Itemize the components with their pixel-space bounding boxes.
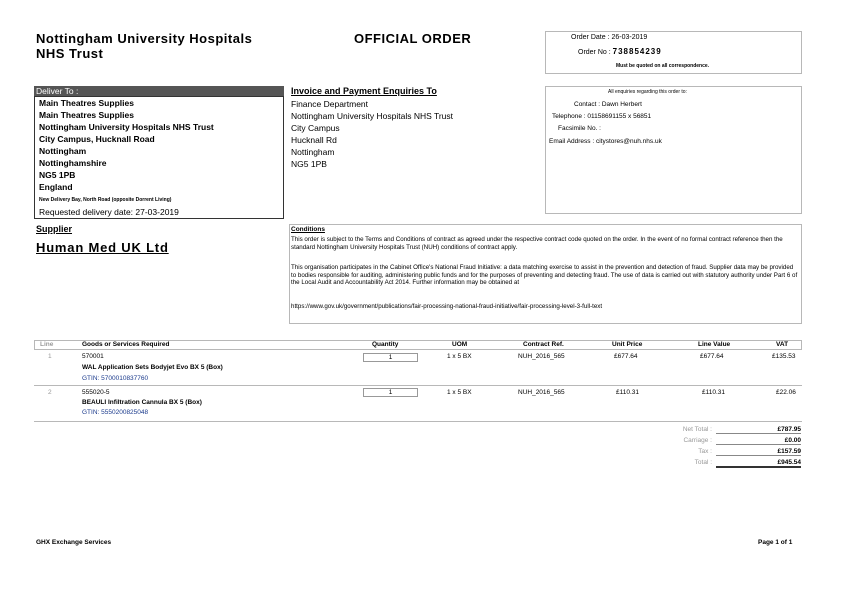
net-total-label: Net Total : [682,426,712,433]
row-vat: £22.06 [776,389,796,396]
invoice-line: Nottingham [291,147,335,157]
grand-total-label: Total : [694,459,712,466]
page-number: Page 1 of 1 [758,539,793,546]
invoice-line: NG5 1PB [291,159,327,169]
deliver-line: NG5 1PB [39,170,76,180]
col-quantity: Quantity [372,341,399,348]
row-uom: 1 x 5 BX [447,353,472,360]
deliver-line: Nottingham University Hospitals NHS Trust [39,122,214,132]
contact-fax: Facsimile No. : [558,125,601,132]
order-info-box [545,31,802,74]
row-item-description: WAL Application Sets Bodyjet Evo BX 5 (Box) [82,364,223,371]
carriage-value: £0.00 [716,437,801,445]
row-item-gtin: GTIN: 5550200825048 [82,409,149,416]
tax-value: £157.59 [716,448,801,456]
col-goods: Goods or Services Required [82,341,170,348]
supplier-name: Human Med UK Ltd [36,240,169,255]
footer-provider: GHX Exchange Services [36,539,112,546]
fraud-initiative-paragraph: This organisation participates in the Cabinet Office's National Fraud Initiative: a data matching exercise to assist in the prevention and detection of fraud. Supplier data may be provided to bodies responsible for auditing, administering public funds and for the purposes of preventing and detecting fraud. The use of data is carried out with statutory authority under Part 6 of the Local Audit and Accountability Act 2014. Further information may be obtained at [291,264,798,287]
row-item-code: 570001 [82,353,104,360]
contact-email: Email Address : citystores@nuh.nhs.uk [549,138,662,145]
col-vat: VAT [776,341,789,348]
col-line: Line [40,341,54,348]
document-type: OFFICIAL ORDER [354,31,472,46]
row-line-number: 2 [48,389,52,396]
invoice-line: Nottingham University Hospitals NHS Trust [291,111,454,121]
contact-name: Contact : Dawn Herbert [574,101,642,108]
deliver-line: City Campus, Hucknall Road [39,134,155,144]
invoice-line: City Campus [291,123,340,133]
row-line-value: £110.31 [702,389,726,396]
net-total-value: £787.95 [716,426,801,434]
requested-delivery-date: Requested delivery date: 27-03-2019 [39,207,179,217]
row-line-number: 1 [48,353,52,360]
row-line-value: £677.64 [700,353,724,360]
order-date: Order Date : 26-03-2019 [571,34,648,41]
deliver-to-box [34,96,284,219]
deliver-to-heading: Deliver To : [34,86,284,96]
row-contract-ref: NUH_2016_565 [518,353,565,360]
row-item-code: 555020-5 [82,389,110,396]
col-unit-price: Unit Price [612,341,643,348]
row-quantity: 1 [363,353,418,362]
col-uom: UOM [452,341,468,348]
deliver-line: Main Theatres Supplies [39,110,134,120]
row-vat: £135.53 [772,353,796,360]
row-quantity: 1 [363,388,418,397]
enquiries-box [545,86,802,214]
deliver-line: Main Theatres Supplies [39,98,134,108]
delivery-note: New Delivery Bay, North Road (opposite Dorrent Living) [39,197,172,203]
trust-name [36,31,252,61]
order-number-value: 738854239 [612,47,662,56]
deliver-line: Nottingham [39,146,87,156]
row-unit-price: £110.31 [616,389,640,396]
order-number [578,47,662,56]
trust-name-line1: Nottingham University Hospitals [36,31,253,46]
order-number-label: Order No : [578,49,611,56]
supplier-label: Supplier [36,224,73,234]
invoice-line: Finance Department [291,99,369,109]
row-uom: 1 x 5 BX [447,389,472,396]
fraud-initiative-url: https://www.gov.uk/government/publications/fair-processing-national-fraud-initiative/fair-processing-level-3-full-text [291,303,603,310]
enquiries-heading: All enquiries regarding this order to: [608,89,687,95]
deliver-line: Nottinghamshire [39,158,107,168]
invoice-heading: Invoice and Payment Enquiries To [291,86,437,96]
row-contract-ref: NUH_2016_565 [518,389,565,396]
conditions-paragraph: This order is subject to the Terms and Conditions of contract as agreed under the respective contract code quoted on the order. In the event of no formal contract reference then the standard Nottingham University Hospitals Trust (NUH) conditions of contract apply. [291,236,783,251]
row-unit-price: £677.64 [614,353,638,360]
invoice-line: Hucknall Rd [291,135,337,145]
conditions-heading: Conditions [291,226,325,233]
deliver-line: England [39,182,73,192]
tax-label: Tax : [698,448,712,455]
row-item-gtin: GTIN: 5700010837760 [82,375,149,382]
trust-name-line2: NHS Trust [36,46,104,61]
grand-total-value: £945.54 [716,459,801,468]
row-item-description: BEAULI Infiltration Cannula BX 5 (Box) [82,399,202,406]
col-contract-ref: Contract Ref. [523,341,564,348]
col-line-value: Line Value [698,341,731,348]
carriage-label: Carriage : [683,437,712,444]
contact-telephone: Telephone : 01158691155 x 56851 [552,113,652,120]
quote-note: Must be quoted on all correspondence. [616,63,710,69]
